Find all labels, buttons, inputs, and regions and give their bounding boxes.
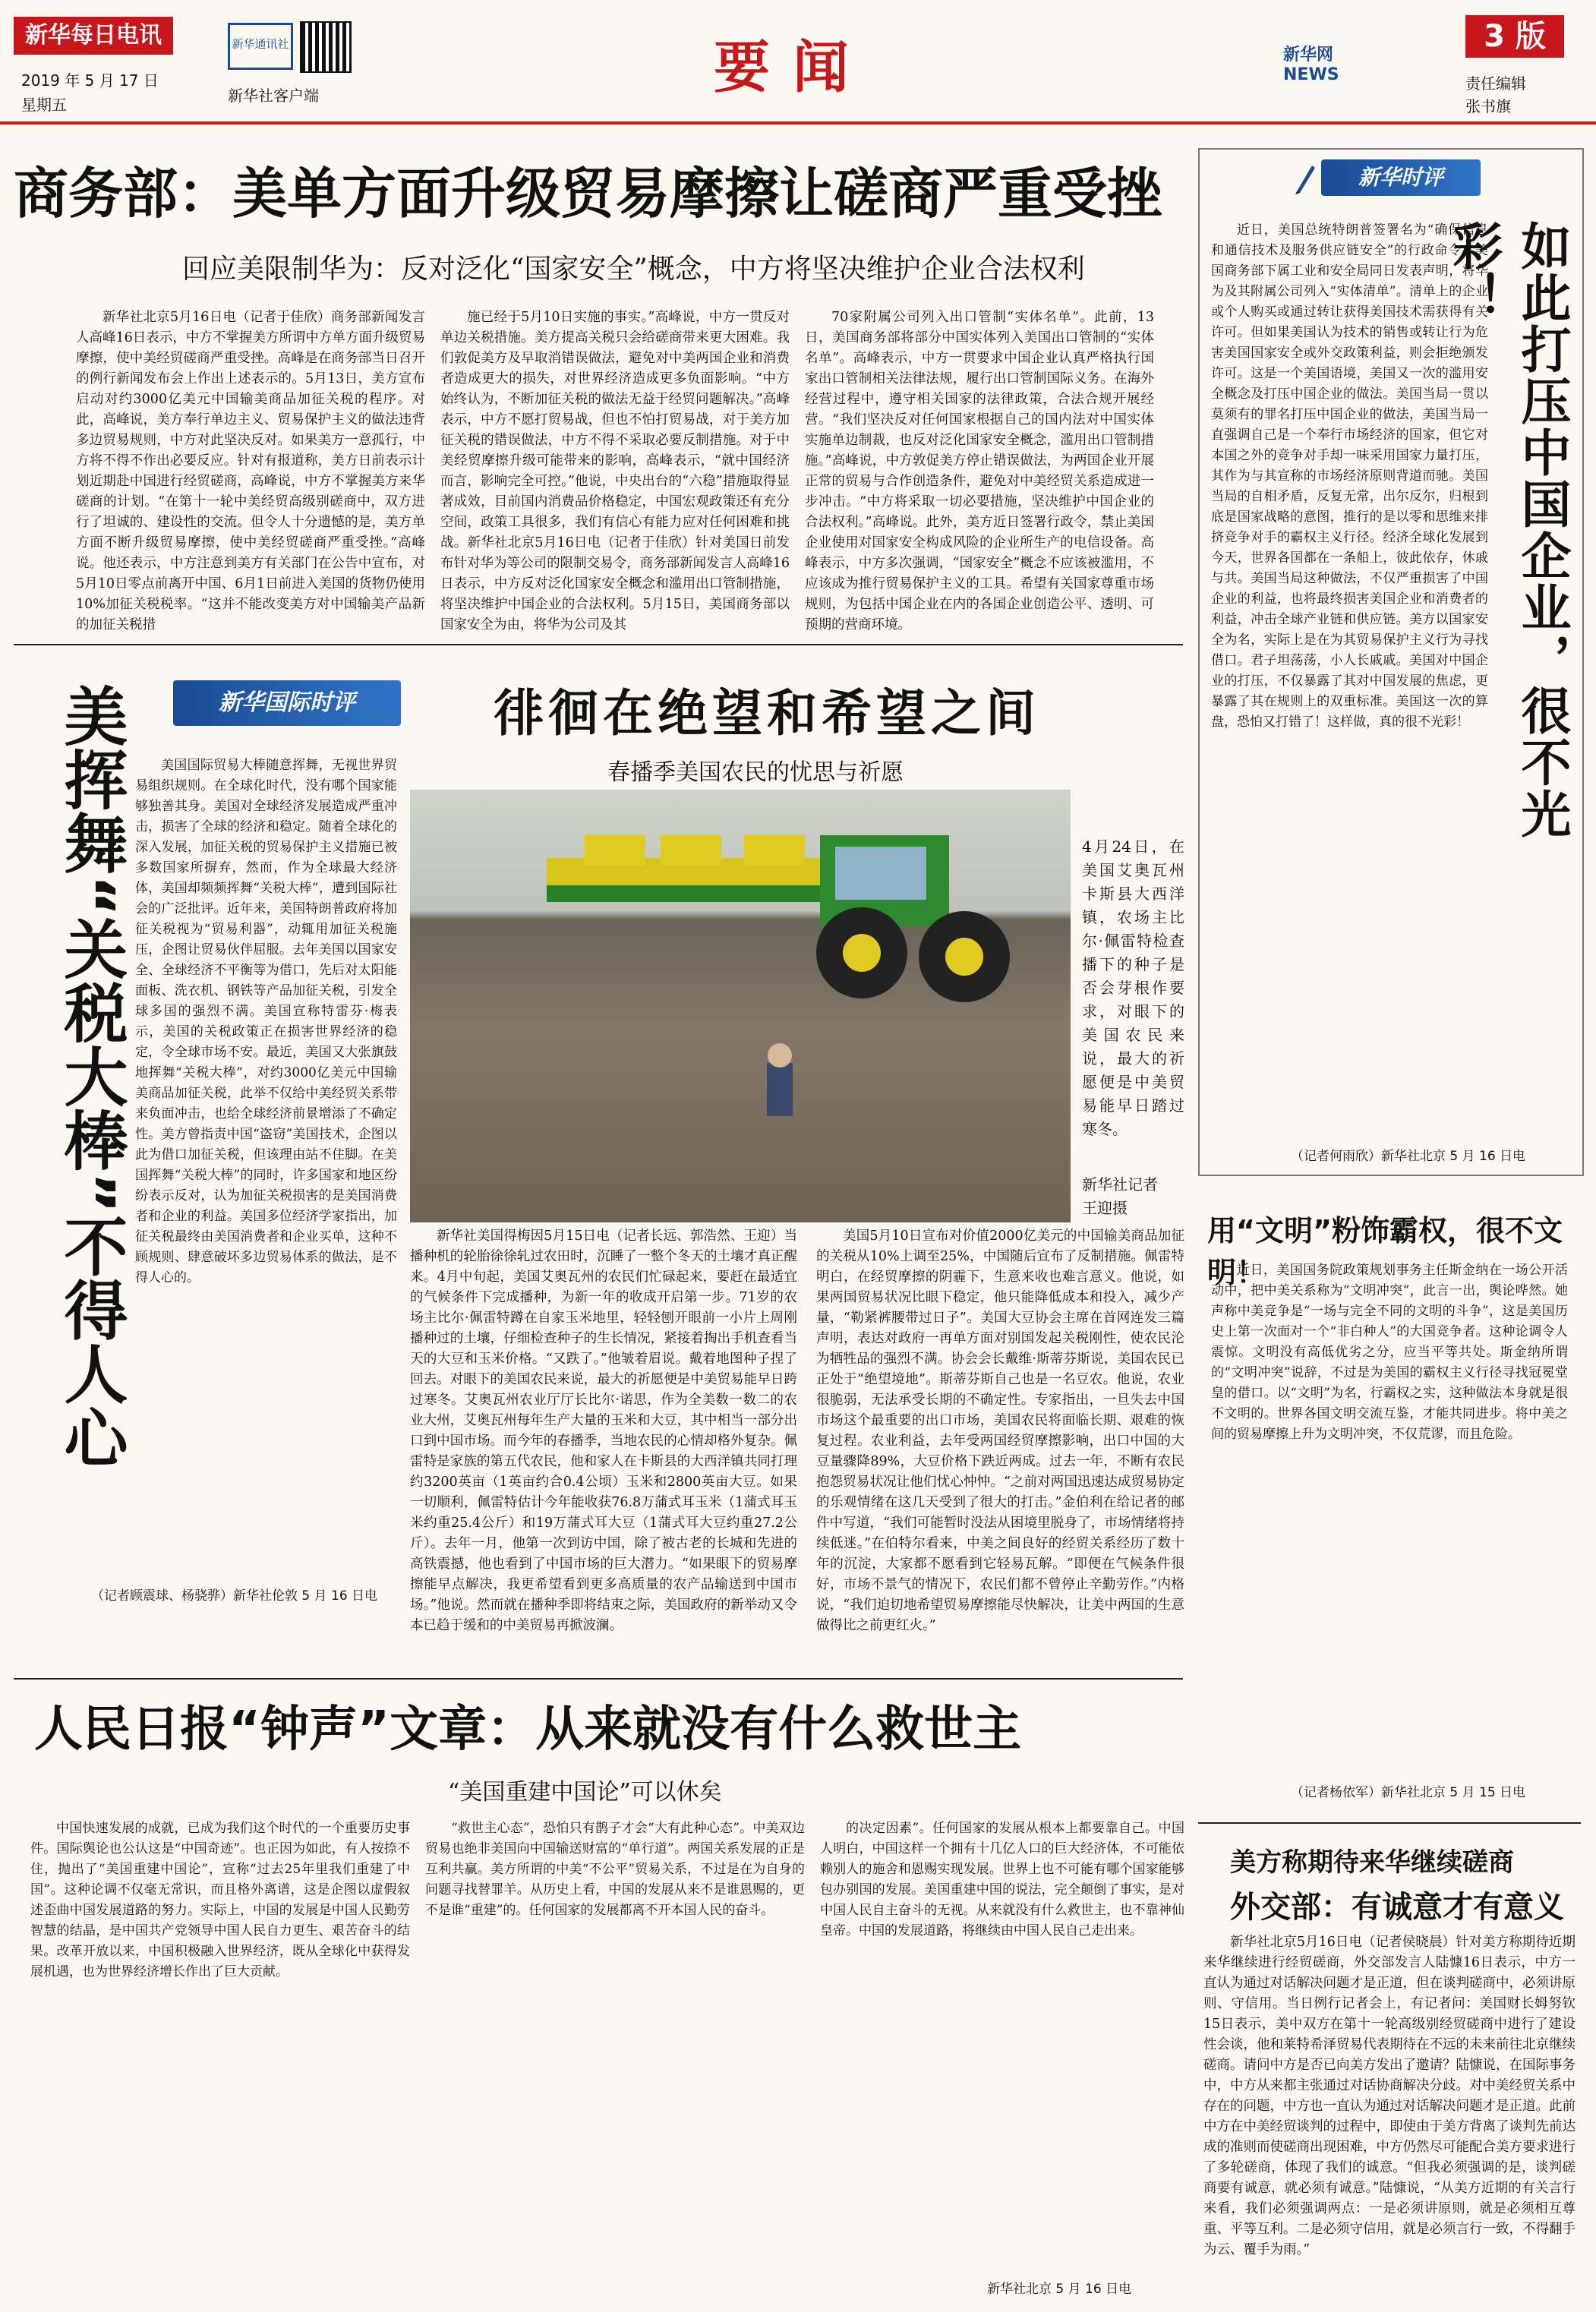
consult-text: 新华社北京5月16日电（记者侯晓晨）针对美方称期待近期来华继续进行经贸磋商，外交部发言人陆慷16日表示，中方一直认为通过对话解决问题才是正道，但在谈判磋商中，必须讲原则、守信用。当日例行记者会上，有记者问：美国财长姆努钦15日表示，美中双方在第十一轮高级别经贸磋商中进行了建设性会谈，他和莱特希泽贸易代表期待在不远的未来前往北京继续磋商。请问中方是否已向美方发出了邀请？陆慷说，在国际事务中，中方从来都主张通过对话协商解决分歧。对中美经贸关系中存在的问题，中方也一直认为通过对话解决问题才是正道。此前中方在中美经贸谈判的过程中，即使由于美方背离了谈判先前达成的准则而使磋商出现困难，中方仍然尽可能配合美方要求进行了多轮磋商，体现了我们的诚意。“但我必须强调的是，谈判磋商要有诚意，就必须有诚意。”陆慷说，“从美方近期的有关言行来看，我们必须强调两点：一是必须讲原则，就是必须相互尊重、平等互利。二是必须守信用，就是必须言行一致，不得翻手为云、覆手为雨。” [1203, 1935, 1575, 2257]
renmin-column-3 [820, 1818, 1184, 2274]
commentary-left-headline: 美挥舞“关税大棒”不得人心 [54, 683, 128, 1469]
commentary-left-text: 美国国际贸易大棒随意挥舞，无视世界贸易组织规则。在全球化时代，没有哪个国家能够独善其身。美国对全球经济发展造成严重冲击，损害了全球的经济和稳定。随着全球化的深入发展，加征关税的贸易保护主义措施已被多数国家所摒弃，然而，作为全球最大经济体，美国却频频挥舞“关税大棒”，遭到国际社会的广泛批评。近年来，美国特朗普政府将加征关税视为“贸易利器”，动辄用加征关税施压，企图让贸易伙伴屈服。去年美国以国家安全、全球经济不平衡等为借口，先后对太阳能面板、洗衣机、钢铁等产品加征关税，引发全球多国的强烈不满。美国宣称特雷芬·梅表示，美国的关税政策正在损害世界经济的稳定，令全球市场不安。最近，美国又大张旗鼓地挥舞“关税大棒”，对约3000亿美元中国输美商品加征关税，此举不仅给中美经贸关系带来负面冲击，也给全球经济前景增添了不确定性。美方曾指责中国“盗窃”美国技术，企图以此为借口加征关税，但该理由站不住脚。在美国挥舞“关税大棒”的同时，许多国家和地区纷纷表示反对，认为加征关税损害的是美国消费者和企业的利益。美国多位经济学家指出，加征关税最终由美国消费者和企业买单，这种不顾规则、肆意破坏多边贸易体系的做法，是不得人心的。 [135, 758, 397, 1285]
feature-text-2: 美国5月10日宣布对价值2000亿美元的中国输美商品加征的关税从10%上调至25%，中国随后宣布了反制措施。佩雷特明白，在经贸摩擦的阴霾下，生意来收也难言意义。他说，如果两国贸易状况比眼下稳定，他只能降低成本和投入，减少产量，“勒紧裤腰带过日子”。美国大豆协会主席在首网连发三篇声明，表达对政府一再单方面对别国发起关税刚性，使农民沦为牺牲品的强烈不满。协会会长戴维·斯蒂芬斯说，美国农民已正处于“绝望境地”。斯蒂芬斯自己也是一名豆农。他说，农业很脆弱，无法承受长期的不确定性。专家指出，一旦失去中国市场这个最重要的出口市场，美国农民将面临长期、艰难的恢复过程。农业利益，去年受两国经贸摩擦影响，出口中国的大豆量骤降89%，大豆价格下跌近两成。过去一年，不断有农民抱怨贸易状况让他们忧心忡忡。“之前对两国迅速达成贸易协定的乐观情绪在这几天受到了很大的打击。”金伯利在给记者的邮件中写道，“我们可能暂时没法从困境里脱身了，市场情绪将持续低迷。”在伯特尔看来，中美之间良好的经贸关系经历了数十年的沉淀，大家都不愿看到它轻易瓦解。“即便在气候条件很好，市场不景气的情况下，农民们都不曾停止辛勤劳作。”内格说，“我们迫切地希望贸易摩擦能尽快解决，让美中两国的生意做得比之前更红火。” [816, 1229, 1184, 1633]
xinhua-logo: 新华通讯社 [228, 23, 293, 70]
wenming-text: 近日，美国国务院政策规划事务主任斯金纳在一场公开活动中，把中美关系称为“文明冲突”，此言一出，舆论哗然。她声称中美竞争是“一场与完全不同的文明的斗争”，这是美国历史上第一次面对一个“非白种人”的大国竞争者。这种论调令人震惊。文明没有高低优劣之分，应当平等共处。斯金纳所谓的“文明冲突”说辞，不过是为美国的霸权主义行径寻找冠冕堂皇的借口。以“文明”为名，行霸权之实，这种做法本身就是很不文明的。世界各国文明交流互鉴，才能共同进步。将中美之间的贸易摩擦上升为文明冲突，不仅荒谬，而且危险。 [1211, 1263, 1568, 1442]
pen-icon [1291, 161, 1318, 194]
commentary-left-byline: （记者顾震球、杨骁骅）新华社伦敦 5 月 16 日电 [91, 1588, 378, 1604]
farm-photo [410, 790, 1071, 1222]
renmin-text-2: “救世主心态”，恐怕只有鹊子才会“大有此种心态”。中美双边贸易也绝非美国向中国输送财富的“单行道”。两国关系发展的正是互利共赢。美方所谓的中美“不公平”贸易关系，不过是在为自身的问题寻找替罪羊。从历史上看，中国的发展从来不是谁恩赐的，更不是谁“重建”的。任何国家的发展都离不开本国人民的奋斗。 [425, 1821, 805, 1918]
section-title: 要闻 [714, 35, 872, 100]
commentary-right-byline: （记者何雨欣）新华社北京 5 月 16 日电 [1291, 1149, 1526, 1164]
lead-column-2 [440, 308, 790, 634]
editor-name: 张书旗 [1465, 97, 1511, 115]
renmin-column-2 [425, 1818, 805, 2297]
wenming-byline: （记者杨依军）新华社北京 5 月 15 日电 [1291, 1785, 1526, 1800]
renmin-column-1 [30, 1818, 410, 2297]
commentary-right-headline: 如此打压中国企业，很不光彩！ [1444, 220, 1571, 840]
consult-headline-2: 外交部：有诚意才有意义 [1230, 1890, 1564, 1925]
lead-headline: 商务部：美单方面升级贸易摩擦让磋商严重受挫 [14, 162, 1162, 226]
commentary-left-column [135, 755, 397, 1545]
xinhua-commentary-badge: 新华时评 [1321, 159, 1481, 196]
date: 2019 年 5 月 17 日 [21, 71, 159, 90]
feature-text-1: 新华社美国得梅因5月15日电（记者长远、郭浩然、王迎）当播种机的轮胎徐徐轧过农田时，沉睡了一整个冬天的土壤才真正醒来。4月中旬起，美国艾奥瓦州的农民们忙碌起来，要赶在最适宜的气候条件下完成播种，为新一年的收成开启第一步。71岁的农场主比尔·佩雷特蹲在自家玉米地里，轻轻刨开眼前一小片上周刚播种过的土壤，仔细检查种子的生长情况，紧接着掏出手机查看当天的大豆和玉米价格。“又跌了。”他皱着眉说。戴着地图种子捏了回去。对眼下的美国农民来说，最大的祈愿便是中美贸易能早日跨过寒冬。艾奥瓦州农业厅厅长比尔·诺思，作为全美数一数二的农业大州，艾奥瓦州每年生产大量的玉米和大豆，其中相当一部分出口到中国市场。而今年的春播季，当地农民的心情却格外复杂。佩雷特是家族的第五代农民，他和家人在卡斯县的大西洋镇共同打理约3200英亩（1英亩约合0.4公顷）玉米和2800英亩大豆。如果一切顺利，佩雷特估计今年能收获76.8万蒲式耳玉米（1蒲式耳玉米约重25.4公斤）和19万蒲式耳大豆（1蒲式耳大豆约重27.2公斤）。去年一月，他第一次到访中国，除了被古老的长城和先进的高铁震撼，他也看到了中国市场的巨大潜力。“如果眼下的贸易摩擦能早点解决，我更希望看到更多高质量的农产品输送到中国市场。”他说。然而就在播种季即将结束之际，美国政府的新举动又令本已趋于缓和的中美贸易再掀波澜。 [410, 1229, 797, 1633]
lead-text-1: 新华社北京5月16日电（记者于佳欣）商务部新闻发言人高峰16日表示，中方不掌握美方所谓中方单方面升级贸易摩擦，使中美经贸磋商严重受挫。高峰是在商务部当日召开的例行新闻发布会上作出上述表示的。5月13日，美方宣布启动对约3000亿美元中国输美商品加征关税的程序。对此，高峰说，美方奉行单边主义、贸易保护主义的做法违背多边贸易规则，中方对此坚决反对。如果美方一意孤行，中方将不得不作出必要反应。针对有报道称，美方日前表示计划近期赴中国进行经贸磋商，高峰说，中方不掌握美方来华磋商的计划。“在第十一轮中美经贸高级别磋商中，双方进行了坦诚的、建设性的交流。但令人十分遗憾的是，美方单方面不断升级贸易摩擦，使中美经贸磋商严重受挫。”高峰说。他还表示，中方注意到美方有关部门在公告中宣布，对5月10日零点前离开中国、6月1日前进入美国的货物仍使用10%加征关税税率。“这并不能改变美方对中国输美产品新的加征关税措 [76, 310, 425, 632]
feature-headline: 徘徊在绝望和希望之间 [494, 684, 1040, 743]
renmin-subhead: “美国重建中国论”可以休矣 [448, 1779, 722, 1806]
editor-role: 责任编辑 [1465, 74, 1526, 93]
masthead [0, 0, 1596, 125]
consult-headline-1: 美方称期待来华继续磋商 [1230, 1847, 1514, 1878]
qr-code-icon[interactable] [300, 21, 352, 73]
wenming-headline: 用“文明”粉饰霸权，很不文明！ [1207, 1214, 1563, 1289]
photo-credit-role: 新华社记者 [1082, 1175, 1158, 1194]
dateline [21, 68, 159, 117]
photo-caption-text: 4月24日，在美国艾奥瓦州卡斯县大西洋镇，农场主比尔·佩雷特检查播下的种子是否会芽根作要求，对眼下的美国农民来说，最大的祈愿便是中美贸易能早日踏过寒冬。 [1082, 837, 1184, 1138]
feature-column-1 [410, 1226, 797, 1670]
photo-credit-name: 王迎摄 [1082, 1199, 1128, 1217]
weekday: 星期五 [21, 96, 67, 114]
editor-info [1465, 72, 1526, 118]
news-logo: 新华网 NEWS [1283, 46, 1339, 84]
lead-column-1 [76, 308, 425, 634]
brand-logo: 新华每日电讯 [14, 17, 173, 55]
divider [1198, 1822, 1581, 1824]
renmin-text-1: 中国快速发展的成就，已成为我们这个时代的一个重要历史事件。国际舆论也公认这是“中国奇迹”。也正因为如此，有人按捺不住，抛出了“美国重建中国论”，宣称“过去25年里我们重建了中国”。这种论调不仅毫无常识，而且格外离谱，这是企图以虚假叙述歪曲中国发展道路的努力。实际上，中国的发展是中国人民勤劳智慧的结晶，是中国共产党领导中国人民自力更生、艰苦奋斗的结果。改革开放以来，中国积极融入世界经济，既从全球化中获得发展机遇，也为世界经济增长作出了巨大贡献。 [30, 1821, 410, 1979]
divider [14, 644, 1183, 645]
divider [14, 1678, 1183, 1680]
international-commentary-badge: 新华国际时评 [173, 680, 401, 726]
renmin-byline: 新华社北京 5 月 16 日电 [987, 2282, 1132, 2297]
renmin-headline: 人民日报“钟声”文章：从来就没有什么救世主 [34, 1702, 1022, 1758]
page-number: 3 版 [1465, 15, 1564, 58]
lead-text-2: 施已经于5月10日实施的事实。”高峰说，中方一贯反对单边关税措施。美方提高关税只会给磋商带来更大困难。我们敦促美方及早取消错误做法，避免对中美两国企业和消费者造成更大的损失，对世界经济造成更多负面影响。“中方始终认为，不断加征关税的做法无益于经贸问题解决。”高峰表示，中方不愿打贸易战，但也不怕打贸易战，对于美方加征关税的错误做法，中方不得不采取必要反制措施。对于中美经贸摩擦升级可能带来的影响，高峰表示，“就中国经济而言，影响完全可控。”他说，中央出台的“六稳”措施取得显著成效，目前国内消费品价格稳定，中国宏观政策还有充分空间，政策工具很多，我们有信心有能力应对任何困难和挑战。新华社北京5月16日电（记者于佳欣）针对美国日前发布针对华为等公司的限制交易令，商务部新闻发言人高峰16日表示，中方反对泛化国家安全概念和滥用出口管制措施，将坚决维护中国企业的合法权利。5月15日，美国商务部以国家安全为由，将华为公司及其 [440, 310, 790, 632]
commentary-right-text: 近日，美国总统特朗普签署名为“确保信息和通信技术及服务供应链安全”的行政命令，美国商务部下属工业和安全局同日发表声明，将华为及其附属公司列入“实体清单”。清单上的企业或个人购买或通过转让获得美国技术需获得有关许可。但如果美国认为技术的销售或转让行为危害美国国家安全或外交政策利益，则会拒绝颁发许可。这是一个美国语境，美国又一次的滥用安全概念及打压中国企业的做法。美国当局一贯以莫须有的罪名打压中国企业的做法，美国当局一直强调自己是一个奉行市场经济的国家，但它对本国之外的竞争对手却一味采用国家力量打压，其作为与其宣称的市场经济原则背道而驰。美国当局的自相矛盾，反复无常，出尔反尔，归根到底是国家战略的意图，推行的是以零和思维来排挤竞争对手的霸权主义行径。经济全球化发展到今天，世界各国都在一条船上，彼此依存，休戚与共。美国当局这种做法，不仅严重损害了中国企业的利益，也将最终损害美国企业和消费者的利益，冲击全球产业链和供应链。美方以国家安全为名，实际上是在为其贸易保护主义行为寻找借口。君子坦荡荡，小人长戚戚。美国对中国企业的打压，不仅暴露了其对中国发展的焦虑，更暴露了其在规则上的双重标准。美国这一次的算盘，恐怕又打错了！这样做，真的很不光彩！ [1211, 222, 1488, 730]
consult-column [1203, 1932, 1575, 2301]
wenming-column [1211, 1260, 1568, 1769]
feature-subhead: 春播季美国农民的忧思与祈愿 [607, 759, 904, 786]
photo-credit [1082, 1173, 1184, 1220]
client-label: 新华社客户端 [228, 87, 319, 105]
renmin-text-3: 的决定因素”。任何国家的发展从根本上都要靠自己。中国人明白，中国这样一个拥有十几亿人口的巨大经济体，不可能依赖别人的施舍和恩赐实现发展。世界上也不可能有哪个国家能够包办别国的发展。美国重建中国的说法，完全颠倒了事实，是对中国人民自主奋斗的无视。从来就没有什么救世主，也不靠神仙皇帝。中国的发展道路，将继续由中国人民自己走出来。 [820, 1821, 1184, 1938]
photo-caption [1082, 835, 1184, 1154]
feature-column-2 [816, 1226, 1184, 1670]
lead-column-3 [805, 308, 1154, 634]
tractor-illustration [410, 790, 1071, 1222]
lead-text-3: 70家附属公司列入出口管制“实体名单”。此前，13日，美国商务部将部分中国实体列入美国出口管制的“实体名单”。高峰表示，中方一贯要求中国企业认真严格执行国家出口管制相关法律法规，履行出口管制国际义务。在海外经营过程中，遵守相关国家的法律政策，合法合规开展经营。“我们坚决反对任何国家根据自己的国内法对中国实体实施单边制裁，也反对泛化国家安全概念，滥用出口管制措施。”高峰说，中方敦促美方停止错误做法，为两国企业开展正常的贸易与合作创造条件，避免对中美经贸关系造成进一步冲击。“中方将采取一切必要措施，坚决维护中国企业的合法权利。”高峰说。此外，美方近日签署行政令，禁止美国企业使用对国家安全构成风险的企业所生产的电信设备。高峰表示，中方多次强调，“国家安全”概念不应该被滥用，不应该成为推行贸易保护主义的工具。希望有关国家尊重市场规则，为包括中国企业在内的各国企业创造公平、透明、可预期的营商环境。 [805, 310, 1154, 632]
lead-subhead: 回应美限制华为：反对泛化“国家安全”概念，中方将坚决维护企业合法权利 [182, 254, 1085, 285]
